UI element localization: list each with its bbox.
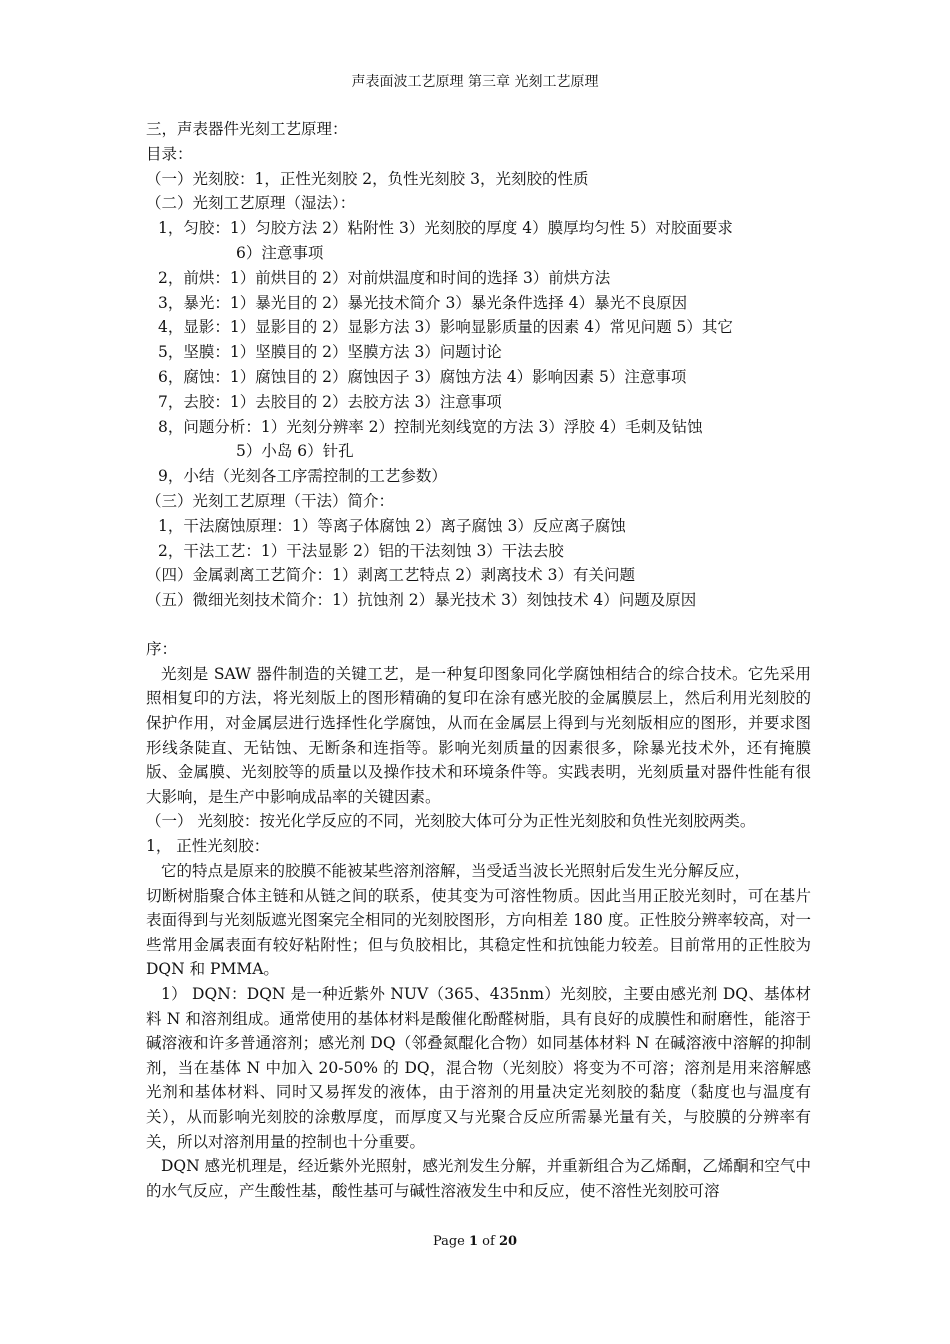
page-footer — [0, 1234, 950, 1249]
subsection-heading: 1， 正性光刻胶： — [146, 837, 270, 856]
document-body — [146, 117, 811, 1203]
page-of: of — [478, 1234, 499, 1249]
toc-line: 2，前烘：1）前烘目的 2）对前烘温度和时间的选择 3）前烘方法 — [158, 268, 611, 287]
toc-line: 1，干法腐蚀原理：1）等离子体腐蚀 2）离子腐蚀 3）反应离子腐蚀 — [158, 516, 626, 535]
page-prefix: Page — [432, 1234, 469, 1249]
toc-line: 9，小结（光刻各工序需控制的工艺参数） — [158, 467, 447, 486]
paragraph: DQN 感光机理是，经近紫外光照射，感光剂发生分解，并重新组合为乙烯酮，乙烯酮和空气中的水气反应，产生酸性基，酸性基可与碱性溶液发生中和反应，使不溶性光刻胶可溶 — [146, 1157, 811, 1200]
toc-line: （一）光刻胶：1，正性光刻胶 2，负性光刻胶 3，光刻胶的性质 — [146, 169, 589, 188]
toc-line: 5，坚膜：1）坚膜目的 2）坚膜方法 3）问题讨论 — [158, 343, 502, 362]
toc-line: 6，腐蚀：1）腐蚀目的 2）腐蚀因子 3）腐蚀方法 4）影响因素 5）注意事项 — [158, 367, 687, 386]
toc-line: （四）金属剥离工艺简介：1）剥离工艺特点 2）剥离技术 3）有关问题 — [146, 566, 635, 585]
page-total: 20 — [498, 1234, 518, 1249]
page-number: 1 — [469, 1234, 479, 1249]
paragraph: 切断树脂聚合体主链和从链之间的联系，使其变为可溶性物质。因此当用正胶光刻时，可在基片表面得到与光刻版遮光图案完全相同的光刻胶图形，方向相差 180 度。正性胶分辨率较高，对一些常用金属表面有较好粘附性；但与负胶相比，其稳定性和抗蚀能力较差。目前常用的正性胶为 DQN 和 PMMA。 — [146, 886, 811, 979]
paragraph: 光刻是 SAW 器件制造的关键工艺，是一种复印图象同化学腐蚀相结合的综合技术。它先采用照相复印的方法，将光刻版上的图形精确的复印在涂有感光胶的金属膜层上，然后利用光刻胶的保护作用，对金属层进行选择性化学腐蚀，从而在金属层上得到与光刻版相应的图形，并要求图形线条陡直、无钻蚀、无断条和连指等。影响光刻质量的因素很多，除暴光技术外，还有掩膜版、金属膜、光刻胶等的质量以及操作技术和环境条件等。实践表明，光刻质量对器件性能有很大影响，是生产中影响成品率的关键因素。 — [146, 664, 811, 806]
toc-line: （五）微细光刻技术简介：1）抗蚀剂 2）暴光技术 3）刻蚀技术 4）问题及原因 — [146, 591, 697, 610]
toc-line: 7，去胶：1）去胶目的 2）去胶方法 3）注意事项 — [158, 392, 502, 411]
page-header: 声表面波工艺原理 第三章 光刻工艺原理 — [351, 74, 599, 90]
toc-line: 5）小岛 6）针孔 — [236, 442, 354, 461]
toc-line: 4，显影：1）显影目的 2）显影方法 3）影响显影质量的因素 4）常见问题 5）其它 — [158, 318, 733, 337]
toc-line: （三）光刻工艺原理（干法）简介： — [146, 491, 395, 510]
toc-line: 6）注意事项 — [236, 243, 324, 262]
toc-label: 目录： — [146, 144, 193, 163]
section-title: 三，声表器件光刻工艺原理： — [146, 120, 348, 138]
paragraph: 1） DQN：DQN 是一种近紫外 NUV（365、435nm）光刻胶，主要由感光剂 DQ、基体材料 N 和溶剂组成。通常使用的基体材料是酸催化酚醛树脂，具有良好的成膜性和耐磨性，能溶于碱溶液和许多普通溶剂；感光剂 DQ（邻叠氮醌化合物）如同基体材料 N 在碱溶液中溶解的抑制剂，当在基体 N 中加入 20-50% 的 DQ，混合物（光刻胶）将变为不可溶；溶剂是用来溶解感光剂和基体材料、同时又易挥发的液体，由于溶剂的用量决定光刻胶的黏度（黏度也与温度有关），从而影响光刻胶的涂敷厚度，而厚度又与光聚合反应所需暴光量有关，与胶膜的分辨率有关，所以对溶剂用量的控制也十分重要。 — [146, 985, 811, 1151]
preface-label: 序： — [146, 639, 178, 658]
section-heading: （一） 光刻胶：按光化学反应的不同，光刻胶大体可分为正性光刻胶和负性光刻胶两类。 — [146, 812, 756, 831]
toc-line: 8，问题分析：1）光刻分辨率 2）控制光刻线宽的方法 3）浮胶 4）毛刺及钻蚀 — [158, 417, 703, 436]
toc-line: 3，暴光：1）暴光目的 2）暴光技术简介 3）暴光条件选择 4）暴光不良原因 — [158, 293, 688, 312]
toc-line: 2，干法工艺：1）干法显影 2）铝的干法刻蚀 3）干法去胶 — [158, 541, 564, 560]
paragraph-first-line: 它的特点是原来的胶膜不能被某些溶剂溶解，当受适当波长光照射后发生光分解反应， — [161, 861, 751, 880]
toc-line: （二）光刻工艺原理（湿法）： — [146, 194, 356, 213]
toc-line: 1，匀胶：1）匀胶方法 2）粘附性 3）光刻胶的厚度 4）膜厚均匀性 5）对胶面要求 — [158, 219, 733, 238]
